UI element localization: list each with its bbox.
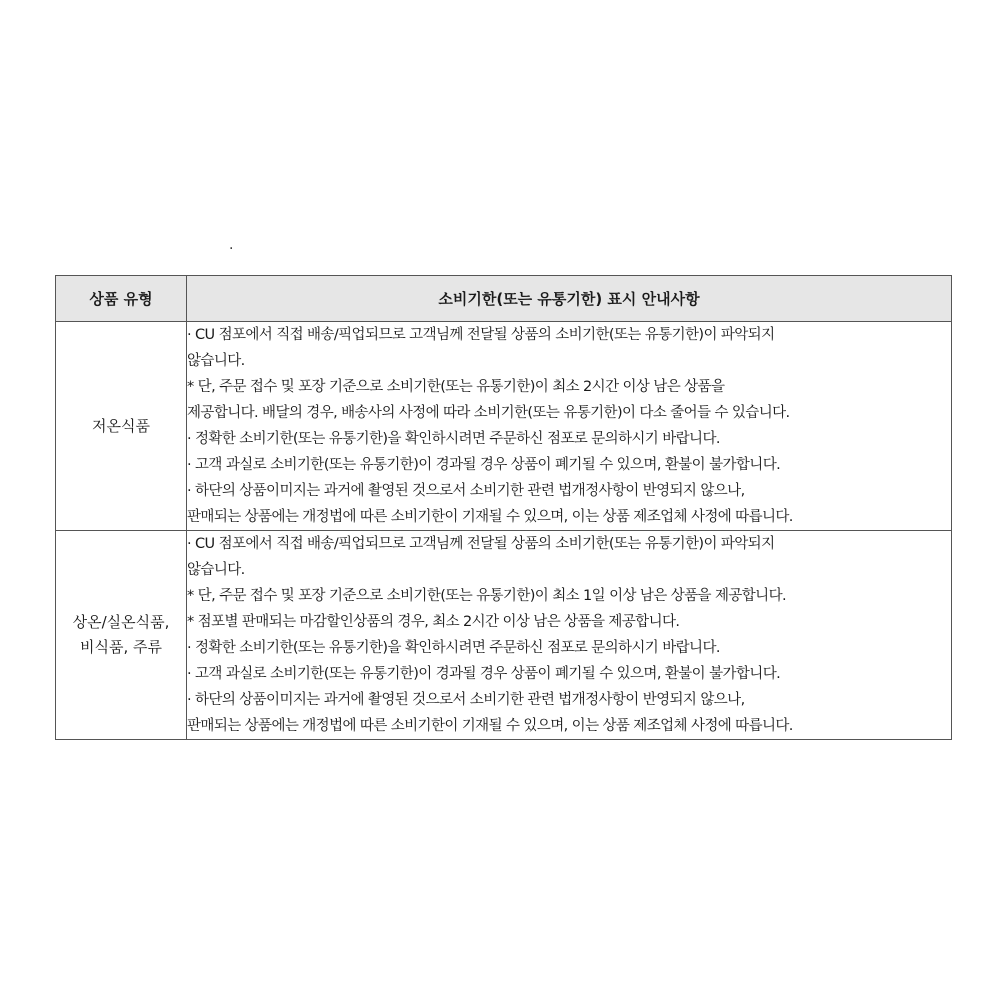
header-product-type: 상품 유형 — [56, 276, 187, 322]
notice-line: · 고객 과실로 소비기한(또는 유통기한)이 경과될 경우 상품이 폐기될 수 있으며, 환불이 불가합니다. — [187, 457, 781, 473]
table-header-row — [56, 276, 952, 322]
notice-line: * 단, 주문 접수 및 포장 기준으로 소비기한(또는 유통기한)이 최소 2시간 이상 남은 상품을 — [187, 379, 725, 395]
notice-line: * 점포별 판매되는 마감할인상품의 경우, 최소 2시간 이상 남은 상품을 제공합니다. — [187, 614, 680, 630]
table-row-room-temp-food — [56, 531, 952, 740]
product-type-cell — [56, 322, 187, 531]
header-notice: 소비기한(또는 유통기한) 표시 안내사항 — [187, 276, 952, 322]
notice-line: · 하단의 상품이미지는 과거에 촬영된 것으로서 소비기한 관련 법개정사항이 반영되지 않으나, — [187, 483, 745, 499]
notice-line: · 정확한 소비기한(또는 유통기한)을 확인하시려면 주문하신 점포로 문의하시기 바랍니다. — [187, 431, 720, 447]
notice-line: 않습니다. — [187, 353, 245, 369]
product-type-cell — [56, 531, 187, 740]
notice-line: 판매되는 상품에는 개정법에 따른 소비기한이 기재될 수 있으며, 이는 상품 제조업체 사정에 따릅니다. — [187, 718, 793, 734]
notice-line: 판매되는 상품에는 개정법에 따른 소비기한이 기재될 수 있으며, 이는 상품 제조업체 사정에 따릅니다. — [187, 509, 793, 525]
product-type-label: 비식품, 주류 — [80, 638, 162, 656]
product-type-label: 저온식품 — [92, 416, 150, 435]
notice-cell — [187, 322, 952, 531]
notice-cell — [187, 531, 952, 740]
notice-line: 않습니다. — [187, 562, 245, 578]
notice-line: · CU 점포에서 직접 배송/픽업되므로 고객님께 전달될 상품의 소비기한(또는 유통기한)이 파악되지 — [187, 327, 775, 343]
stray-dot: . — [229, 237, 234, 253]
notice-line: · CU 점포에서 직접 배송/픽업되므로 고객님께 전달될 상품의 소비기한(또는 유통기한)이 파악되지 — [187, 536, 775, 552]
table-row-cold-food — [56, 322, 952, 531]
product-type-label: 상온/실온식품, — [72, 613, 170, 631]
expiry-notice-table — [55, 275, 952, 740]
notice-line: * 단, 주문 접수 및 포장 기준으로 소비기한(또는 유통기한)이 최소 1일 이상 남은 상품을 제공합니다. — [187, 588, 786, 604]
notice-line: · 고객 과실로 소비기한(또는 유통기한)이 경과될 경우 상품이 폐기될 수 있으며, 환불이 불가합니다. — [187, 666, 781, 682]
notice-line: · 하단의 상품이미지는 과거에 촬영된 것으로서 소비기한 관련 법개정사항이 반영되지 않으나, — [187, 692, 745, 708]
notice-line: · 정확한 소비기한(또는 유통기한)을 확인하시려면 주문하신 점포로 문의하시기 바랍니다. — [187, 640, 720, 656]
notice-line: 제공합니다. 배달의 경우, 배송사의 사정에 따라 소비기한(또는 유통기한)이 다소 줄어들 수 있습니다. — [187, 405, 790, 421]
